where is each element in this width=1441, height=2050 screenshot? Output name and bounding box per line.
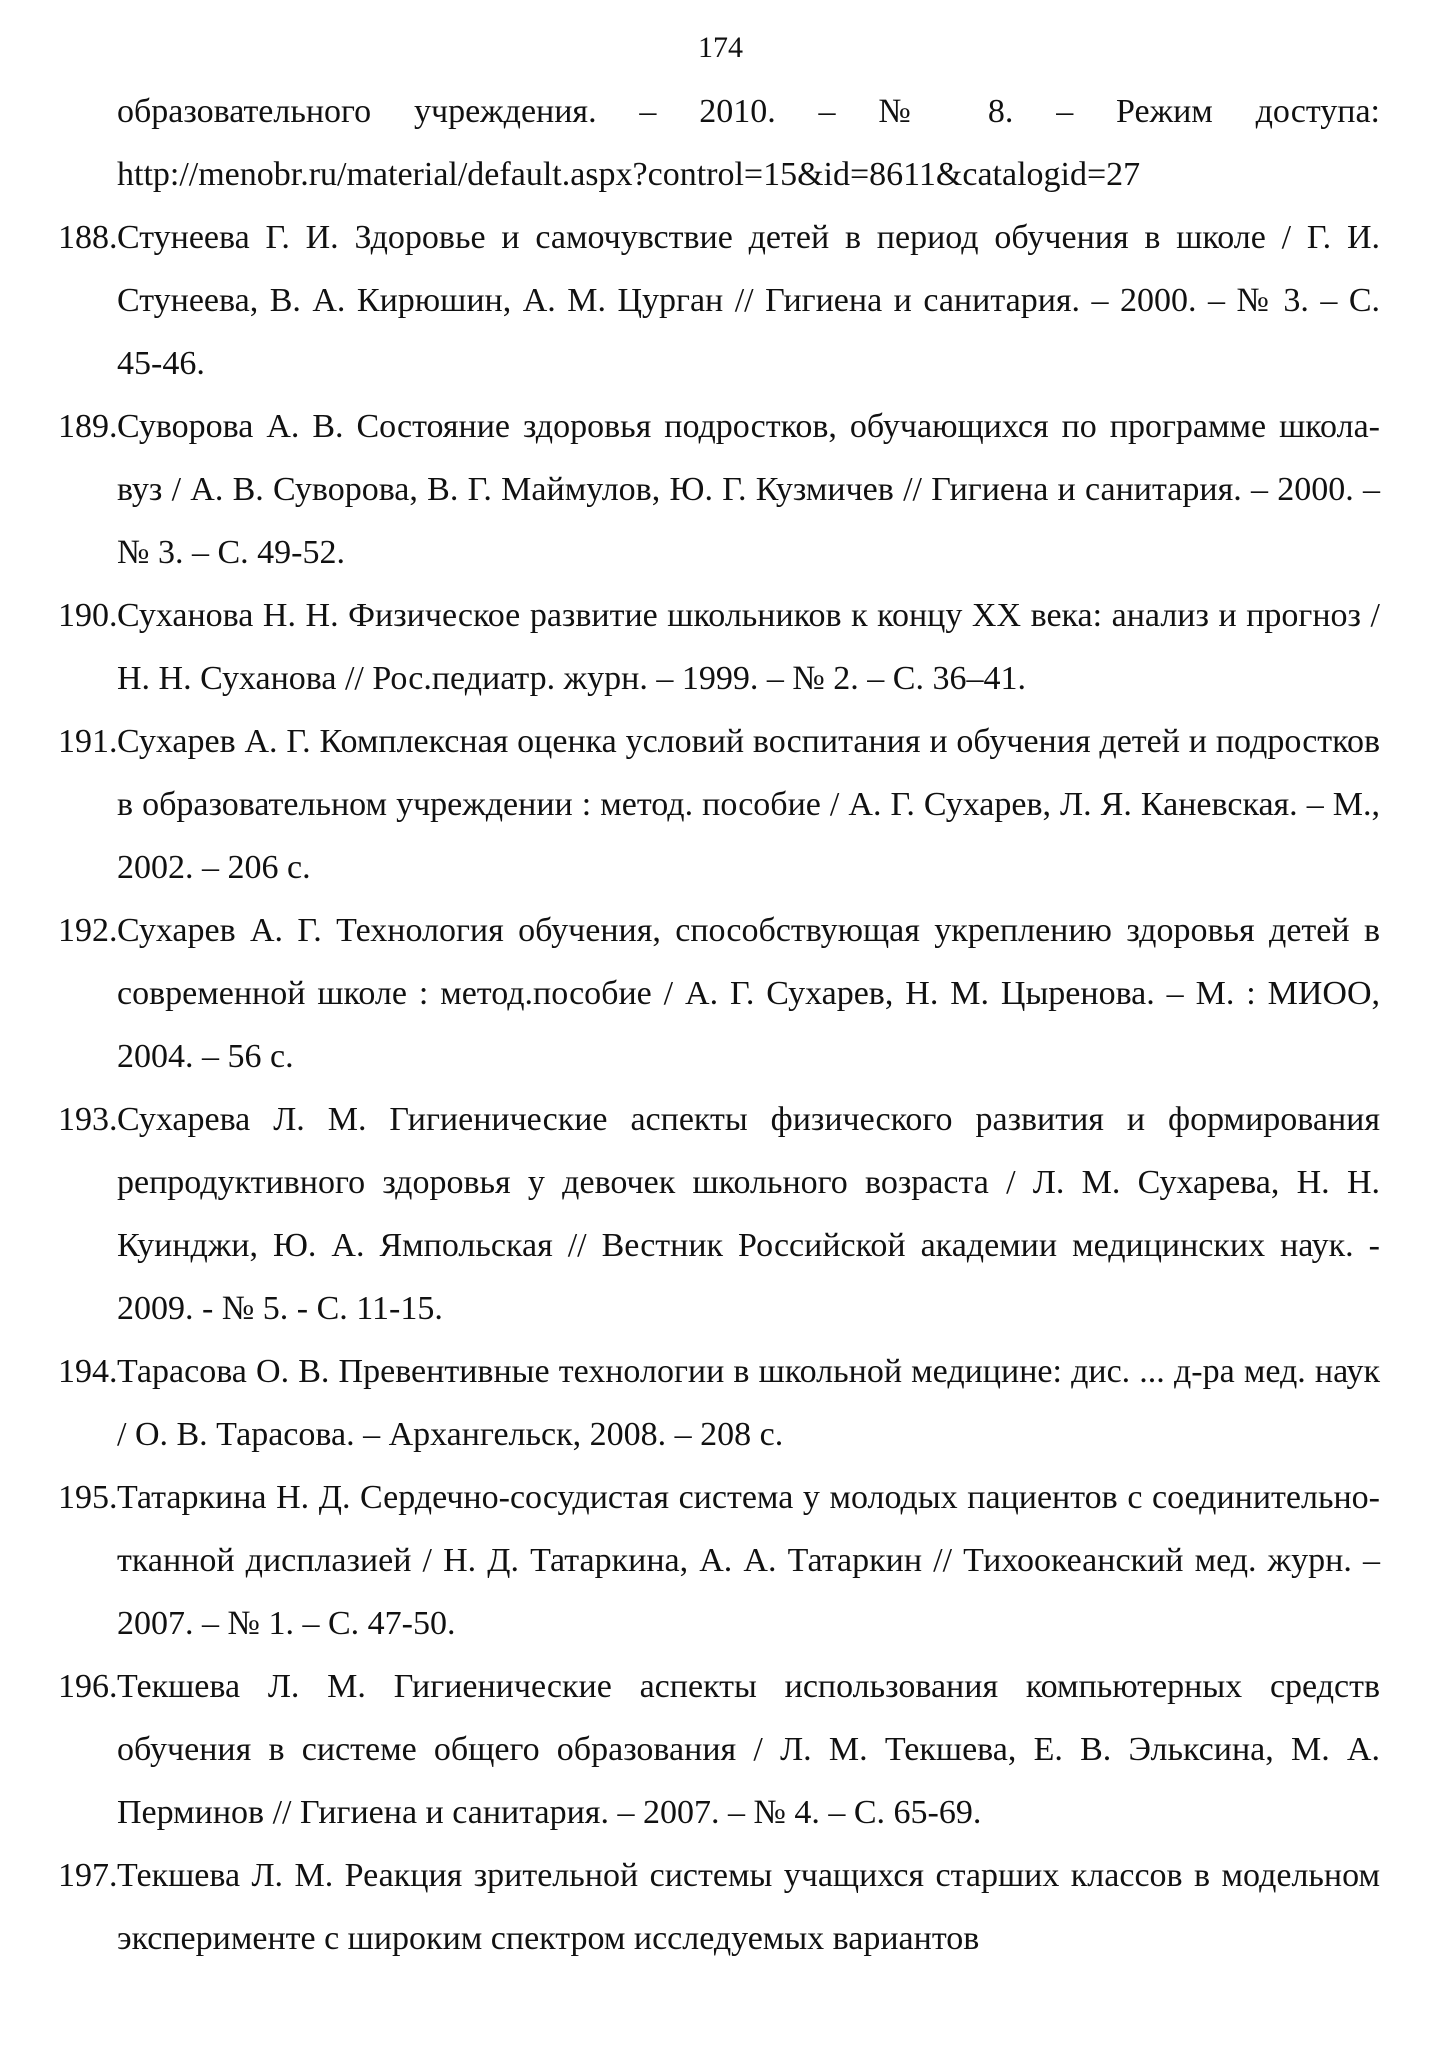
reference-number: 191. <box>58 723 118 760</box>
reference-number: 196. <box>58 1668 118 1705</box>
reference-text: Суворова А. В. Состояние здоровья подростков, обучающихся по программе школа-вуз / А. В. Суворова, В. Г. Маймулов, Ю. Г. Кузмичев // Гигиена и санитария. – 2000. – № 3. – С. 49-52. <box>117 408 1380 571</box>
reference-item <box>58 899 1380 1088</box>
reference-number: 188. <box>58 219 118 256</box>
reference-number: 197. <box>58 1857 118 1894</box>
page-number: 174 <box>698 31 743 64</box>
reference-text: Сухарев А. Г. Комплексная оценка условий воспитания и обучения детей и подростков в образовательном учреждении : метод. пособие / А. Г. Сухарев, Л. Я. Каневская. – М., 2002. – 206 с. <box>117 723 1380 886</box>
reference-text: Текшева Л. М. Гигиенические аспекты использования компьютерных средств обучения в системе общего образования / Л. М. Текшева, Е. В. Эльксина, М. А. Перминов // Гигиена и санитария. – 2007. – № 4. – С. 65-69. <box>117 1668 1380 1831</box>
reference-item <box>58 206 1380 395</box>
reference-continuation: образовательного учреждения. – 2010. – № 8. – Режим доступа: http://menobr.ru/material/default.aspx?control=15&id=8611&catalogid=27 <box>117 93 1380 193</box>
reference-number: 190. <box>58 597 118 634</box>
reference-list <box>58 80 1380 1970</box>
reference-text: Сухарев А. Г. Технология обучения, способствующая укреплению здоровья детей в современной школе : метод.пособие / А. Г. Сухарев, Н. М. Цыренова. – М. : МИОО, 2004. – 56 с. <box>117 912 1380 1075</box>
reference-text: Тарасова О. В. Превентивные технологии в школьной медицине: дис. ... д-ра мед. наук / О. В. Тарасова. – Архангельск, 2008. – 208 с. <box>117 1353 1380 1453</box>
reference-item <box>58 584 1380 710</box>
reference-item <box>58 1340 1380 1466</box>
reference-text: Стунеева Г. И. Здоровье и самочувствие детей в период обучения в школе / Г. И. Стунеева, В. А. Кирюшин, А. М. Цурган // Гигиена и санитария. – 2000. – № 3. – С. 45-46. <box>117 219 1380 382</box>
reference-item <box>58 710 1380 899</box>
reference-item <box>58 395 1380 584</box>
reference-text: Суханова Н. Н. Физическое развитие школьников к концу XX века: анализ и прогноз / Н. Н. Суханова // Рос.педиатр. журн. – 1999. – № 2. – С. 36–41. <box>117 597 1380 697</box>
reference-item <box>58 1844 1380 1970</box>
reference-number: 192. <box>58 912 118 949</box>
reference-number: 193. <box>58 1101 118 1138</box>
reference-text: Татаркина Н. Д. Сердечно-сосудистая система у молодых пациентов с соединительно-тканной дисплазией / Н. Д. Татаркина, А. А. Татаркин // Тихоокеанский мед. журн. – 2007. – № 1. – С. 47-50. <box>117 1479 1380 1642</box>
reference-item <box>58 1088 1380 1340</box>
reference-item <box>58 1466 1380 1655</box>
reference-number: 189. <box>58 408 118 445</box>
reference-number: 194. <box>58 1353 118 1390</box>
reference-item <box>58 1655 1380 1844</box>
reference-text: Текшева Л. М. Реакция зрительной системы учащихся старших классов в модельном эксперименте с широким спектром исследуемых вариантов <box>117 1857 1380 1957</box>
reference-text: Сухарева Л. М. Гигиенические аспекты физического развития и формирования репродуктивного здоровья у девочек школьного возраста / Л. М. Сухарева, Н. Н. Куинджи, Ю. А. Ямпольская // Вестник Российской академии медицинских наук. - 2009. - № 5. - С. 11-15. <box>117 1101 1380 1327</box>
reference-number: 195. <box>58 1479 118 1516</box>
